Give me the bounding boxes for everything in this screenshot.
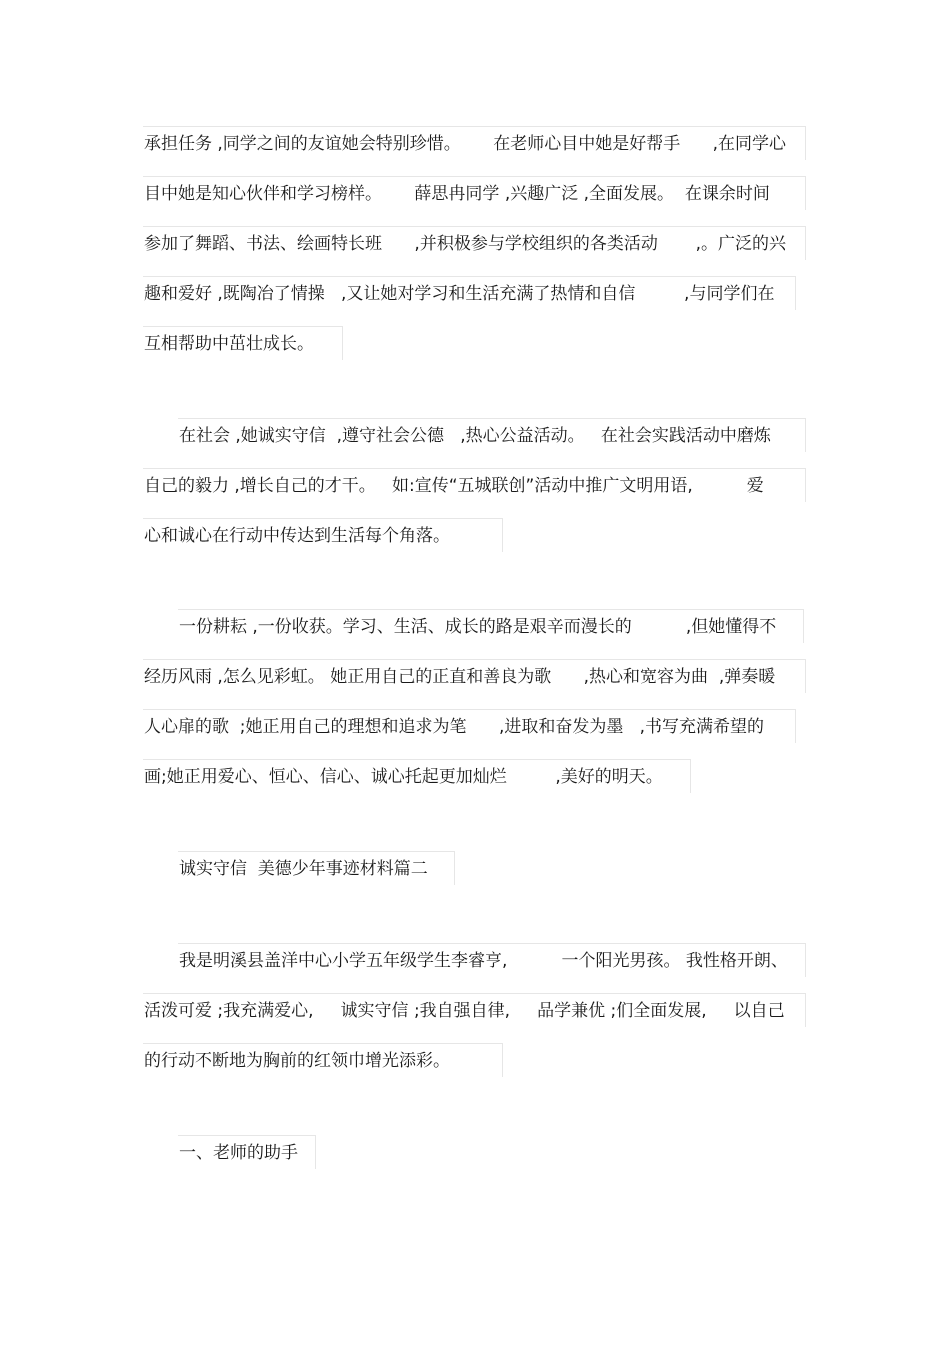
paragraph-3-line-4: 画;她正用爱心、恒心、信心、诚心托起更加灿烂 ,美好的明天。 [143,759,691,793]
paragraph-4-line-2: 活泼可爱 ;我充满爱心, 诚实守信 ;我自强自律, 品学兼优 ;们全面发展, 以自己 [143,993,806,1027]
section-heading: 一、老师的助手 [178,1135,316,1169]
paragraph-1-line-3: 参加了舞蹈、书法、绘画特长班 ,并积极参与学校组织的各类活动 ,。广泛的兴 [143,226,806,260]
paragraph-1-line-5: 互相帮助中茁壮成长。 [143,326,343,360]
paragraph-3-line-2: 经历风雨 ,怎么见彩虹。 她正用自己的正直和善良为歌 ,热心和宽容为曲 ,弹奏暖 [143,659,806,693]
paragraph-1-line-1: 承担任务 ,同学之间的友谊她会特别珍惜。 在老师心目中她是好帮手 ,在同学心 [143,126,806,160]
paragraph-4-line-3: 的行动不断地为胸前的红领巾增光添彩。 [143,1043,503,1077]
paragraph-2-line-2: 自己的毅力 ,增长自己的才干。 如:宣传“五城联创”活动中推广文明用语, 爱 [143,468,806,502]
paragraph-1-line-2: 目中她是知心伙伴和学习榜样。 薛思冉同学 ,兴趣广泛 ,全面发展。 在课余时间 [143,176,806,210]
paragraph-1-line-4: 趣和爱好 ,既陶冶了情操 ,又让她对学习和生活充满了热情和自信 ,与同学们在 [143,276,796,310]
paragraph-3-line-1: 一份耕耘 ,一份收获。学习、生活、成长的路是艰辛而漫长的 ,但她懂得不 [178,609,804,643]
paragraph-4-line-1: 我是明溪县盖洋中心小学五年级学生李睿亨, 一个阳光男孩。 我性格开朗、 [178,943,806,977]
paragraph-2-line-3: 心和诚心在行动中传达到生活每个角落。 [143,518,503,552]
paragraph-3-line-3: 人心扉的歌 ;她正用自己的理想和追求为笔 ,进取和奋发为墨 ,书写充满希望的 [143,709,796,743]
paragraph-2-line-1: 在社会 ,她诚实守信 ,遵守社会公德 ,热心公益活动。 在社会实践活动中磨炼 [178,418,806,452]
article-heading: 诚实守信 美德少年事迹材料篇二 [178,851,455,885]
